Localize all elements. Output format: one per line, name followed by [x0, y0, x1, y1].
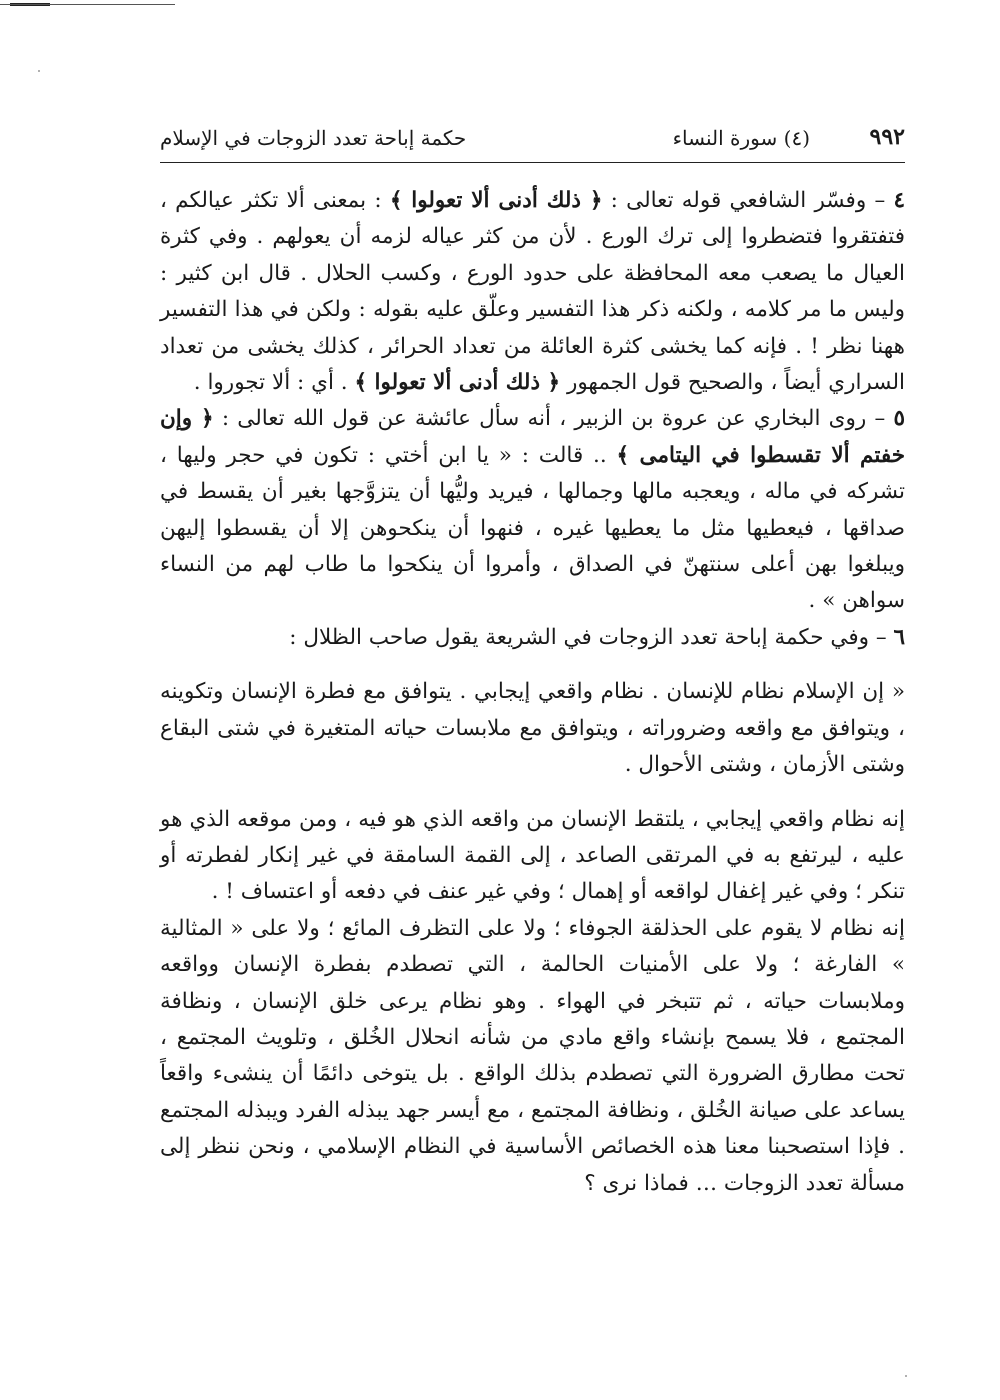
- scan-speck: [38, 70, 40, 72]
- quran-quote: ﴿ وإن خفتم ألا تقسطوا في اليتامى ﴾: [160, 406, 905, 468]
- body-text: « إن الإسلام نظام للإنسان . نظام واقعي إيجابي . يتوافق مع فطرة الإنسان وتكوينه ، ويتوافق مع واقعه وضروراته ، ويتوافق مع ملابسات حياته المتغيرة في شتى البقاع وشتى الأزمان ، وشتى الأحوال .: [160, 679, 905, 778]
- paragraph: [160, 183, 905, 401]
- body-text: – وفي حكمة إباحة تعدد الزوجات في الشريعة يقول صاحب الظلال :: [289, 624, 894, 650]
- scan-speck: [905, 1375, 907, 1377]
- paragraph-number: ٥: [893, 406, 905, 432]
- paragraph-number: ٦: [893, 624, 905, 650]
- body-text: – وفسّر الشافعي قوله تعالى :: [602, 188, 894, 213]
- page-number: ٩٩٢: [869, 124, 905, 150]
- surah-title: (٤) سورة النساء: [672, 126, 810, 150]
- body-text: إنه نظام واقعي إيجابي ، يلتقط الإنسان من واقعه الذي هو فيه ، ومن موقعه الذي هو عليه ، ليرتفع به في المرتقى الصاعد ، إلى القمة السامقة في غير إنكار لفطرته أو تنكر ؛ وفي غير إغفال لواقعه أو إهمال ؛ وفي غير عنف في دفعه أو اعتساف ! .: [160, 806, 905, 905]
- quran-quote: ﴿ ذلك أدنى ألا تعولوا ﴾: [389, 188, 603, 213]
- body-text: .. قالت : « يا ابن أختي : تكون في حجر وليها ، تشركه في ماله ، ويعجبه مالها وجمالها ، فيريد وليُّها أن يتزوَّجها بغير أن يقسط في صداقها ، فيعطيها مثل ما يعطيها غيره ، فنهوا أن ينكحوهن إلا أن يقسطوا إليهن ويبلغوا بهن أعلى سنتهنّ في الصداق ، وأمروا أن ينكحوا ما طاب لهم من النساء سواهن » .: [160, 442, 905, 614]
- body-text: : بمعنى ألا تكثر عيالكم ، فتفتقروا فتضطروا إلى ترك الورع . لأن من كثر عياله لزمه أن يعولهم . وفي كثرة العيال ما يصعب معه المحافظة على حدود الورع ، وكسب الحلال . قال ابن كثير : وليس ما مر كلامه ، ولكنه ذكر هذا التفسير وعلّق عليه بقوله : ولكن في هذا التفسير ههنا نظر ! . فإنه كما يخشى كثرة العائلة من تعداد الحرائر ، كذلك يخشى من تعداد السراري أيضاً ، والصحيح قول الجمهور: [160, 188, 905, 396]
- paragraph: [160, 802, 905, 911]
- paragraph: [160, 911, 905, 1202]
- paragraph: [160, 674, 905, 783]
- body-text: – روى البخاري عن عروة بن الزبير ، أنه سأل عائشة عن قول الله تعالى :: [213, 406, 894, 432]
- scan-corner-mark: [0, 0, 60, 8]
- page-header: [160, 118, 905, 163]
- body-text: . أي : ألا تجوروا .: [193, 370, 355, 396]
- chapter-topic: حكمة إباحة تعدد الزوجات في الإسلام: [160, 126, 467, 150]
- paragraph-number: ٤: [893, 188, 905, 213]
- body-text: إنه نظام لا يقوم على الحذلقة الجوفاء ؛ ولا على التظرف المائع ؛ ولا على « المثالية » الفارغة ؛ ولا على الأمنيات الحالمة ، التي تصطدم بفطرة الإنسان وواقعه وملابسات حياته ، ثم تتبخر في الهواء . وهو نظام يرعى خلق الإنسان ، ونظافة المجتمع ، فلا يسمح بإنشاء واقع مادي من شأنه انحلال الخُلق ، وتلويث المجتمع ، تحت مطارق الضرورة التي تصطدم بذلك الواقع . بل يتوخى دائمًا أن ينشىء واقعاً يساعد على صيانة الخُلق ، ونظافة المجتمع ، مع أيسر جهد يبذله الفرد ويبذله المجتمع . فإذا استصحبنا معنا هذه الخصائص الأساسية في النظام الإسلامي ، ونحن ننظر إلى مسألة تعدد الزوجات … فماذا نرى ؟: [160, 915, 905, 1196]
- paragraph: [160, 620, 905, 656]
- corner-line: [0, 4, 175, 5]
- quran-quote: ﴿ ذلك أدنى ألا تعولوا ﴾: [354, 370, 561, 396]
- paragraph: [160, 401, 905, 619]
- page-body: [160, 183, 905, 1202]
